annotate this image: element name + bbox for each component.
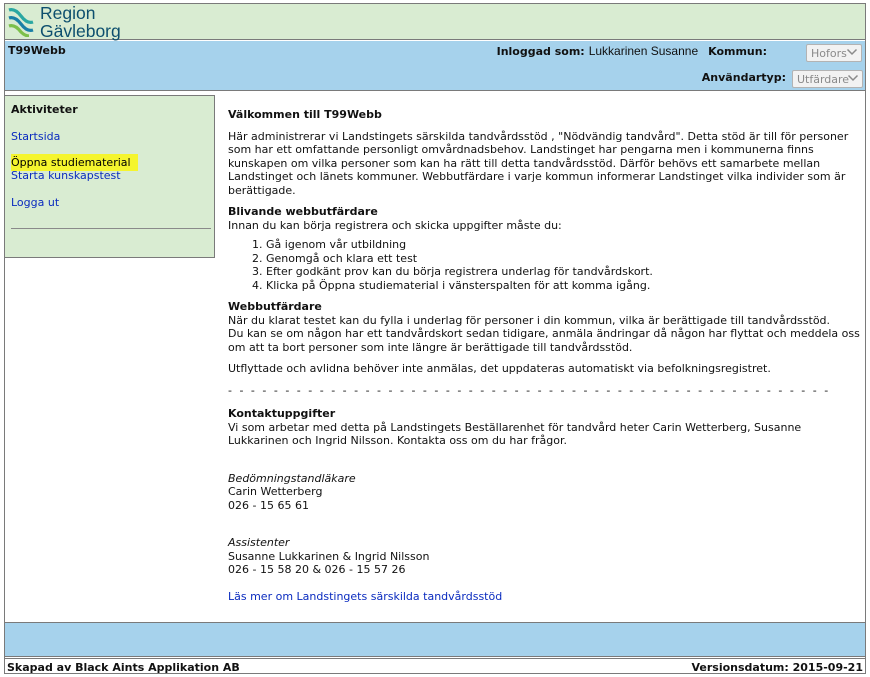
logo-line-2: Gävleborg (40, 21, 121, 41)
sidebar-item-logga-ut[interactable]: Logga ut (11, 196, 60, 209)
kommun-label: Kommun: (708, 45, 767, 58)
footer (5, 658, 865, 673)
chevron-down-icon (846, 46, 858, 58)
dentist-phone: 026 - 15 65 61 (228, 498, 309, 512)
top-banner (5, 4, 865, 40)
user-type-select[interactable] (792, 70, 863, 88)
section-title-blivande: Blivande webbutfärdare (228, 205, 378, 218)
assistants-phone: 026 - 15 58 20 & 026 - 15 57 26 (228, 563, 406, 576)
main-content (228, 108, 860, 603)
chevron-down-icon (847, 72, 859, 84)
user-type-label: Användartyp: (701, 71, 786, 84)
app-frame (4, 3, 866, 674)
user-type-value: Utfärdare (797, 73, 850, 86)
logo-text (40, 4, 121, 40)
assistants-role: Assistenter (228, 536, 290, 549)
webb-text-2: Du kan se om någon har ett tandvårdskort sedan tidigare, anmäla ändringar då någon har flyttat och meddela oss om att ta bort personer som inte längre är berättigade till tandvårdsstöd. (228, 327, 860, 354)
sidebar-item-starta-kunskapstest[interactable]: Starta kunskapstest (11, 169, 121, 182)
steps-list (250, 238, 860, 292)
sidebar-item-startsida[interactable]: Startsida (11, 130, 61, 143)
section-title-kontakt: Kontaktuppgifter (228, 407, 336, 420)
region-gavleborg-logo (7, 5, 132, 39)
webb-text-1: När du klarat testet kan du fylla i underlag för personer i din kommun, vilka är berättigade till tandvårdsstöd. (228, 313, 831, 327)
dashed-divider: - - - - - - - - - - - - - - - - - - - - - - - - - - - - - - - - - - - - - - - - - - - - - - - - - - - - - (228, 383, 831, 397)
dentist-name: Carin Wetterberg (228, 485, 323, 498)
sidebar-title: Aktiviteter (11, 103, 78, 116)
footer-version-date: Versionsdatum: 2015-09-21 (691, 661, 863, 674)
intro-text: Här administrerar vi Landstingets särskilda tandvårdsstöd , "Nödvändig tandvård". Detta stöd är till för personer som har ett omfattande personligt omvårdnadsbehov. Landstinget har pengarna men i kommunerna finns kunskapen om vilka personer som kan ha rätt till detta tandvårdsstöd. Därför behövs ett samarbete mellan Landstinget och länets kommuner. Webbutfärdare i varje kommun informerar Landstinget vilka individer som är berättigade. (228, 129, 849, 197)
section-lead-blivande: Innan du kan börja registrera och skicka uppgifter måste du: (228, 218, 562, 232)
kommun-value: Hofors (811, 47, 847, 60)
dentist-role: Bedömningstandläkare (228, 471, 356, 485)
sidebar-divider (11, 228, 211, 229)
footer-credit: Skapad av Black Aints Applikation AB (7, 661, 240, 674)
header-bar (5, 41, 865, 91)
list-item: 3. Efter godkänt prov kan du börja registrera underlag för tandvårdskort. (266, 265, 860, 279)
activities-sidebar (5, 95, 215, 258)
wave-logo-icon (7, 7, 35, 37)
login-info (497, 44, 767, 58)
kommun-select[interactable] (806, 44, 862, 62)
section-title-webbutfardare: Webbutfärdare (228, 300, 322, 313)
contact-text: Vi som arbetar med detta på Landstingets Beställarenhet för tandvård heter Carin Wetterberg, Susanne Lukkarinen och Ingrid Nilsson. Kontakta oss om du har frågor. (228, 420, 802, 447)
dentist-contact (228, 472, 860, 513)
list-item: 2. Genomgå och klara ett test (266, 252, 860, 266)
webb-text-3: Utflyttade och avlidna behöver inte anmälas, det uppdateras automatiskt via befolkningsregistret. (228, 362, 771, 375)
read-more-link[interactable]: Läs mer om Landstingets särskilda tandvårdsstöd (228, 589, 503, 603)
app-title: T99Webb (8, 44, 66, 57)
logo-line-1: Region (40, 3, 96, 23)
user-name: Lukkarinen Susanne (588, 44, 699, 58)
bottom-bar (5, 622, 865, 657)
assistants-name: Susanne Lukkarinen & Ingrid Nilsson (228, 549, 430, 563)
logged-in-label: Inloggad som: (496, 45, 585, 58)
assistants-contact (228, 536, 860, 577)
list-item: 1. Gå igenom vår utbildning (266, 238, 860, 252)
page-title: Välkommen till T99Webb (228, 108, 382, 121)
list-item: 4. Klicka på Öppna studiematerial i vänsterspalten för att komma igång. (266, 279, 860, 293)
sidebar-item-oppna-studiematerial[interactable]: Öppna studiematerial (11, 154, 138, 171)
